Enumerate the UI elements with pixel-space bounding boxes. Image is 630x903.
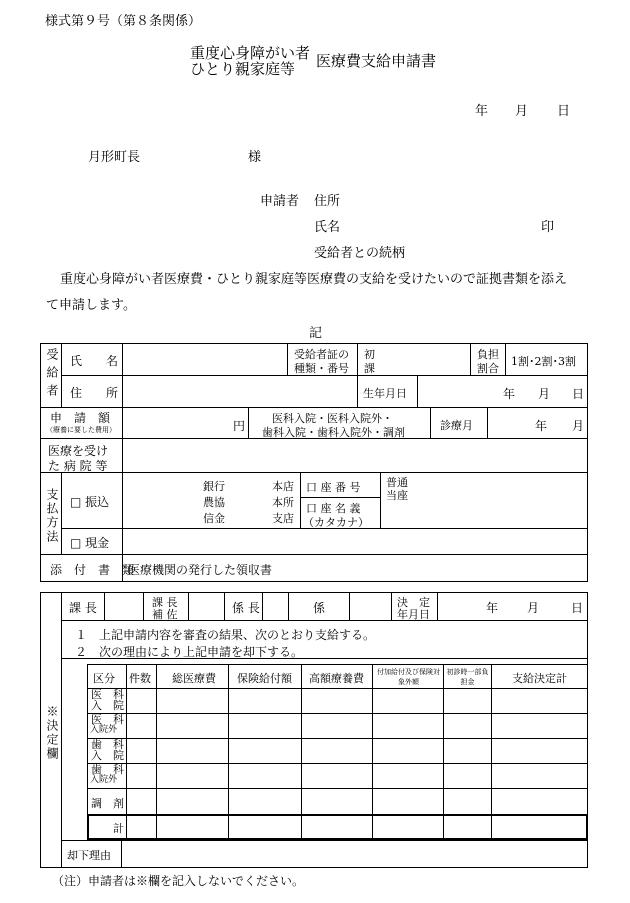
attach-label: 添 付 書 類 xyxy=(50,563,135,577)
row-shika-nyuin-a: 歯 科 xyxy=(91,738,124,751)
birth-year: 年 xyxy=(503,387,516,401)
name-label: 氏 名 xyxy=(70,354,119,368)
header-high-cost: 高額療養費 xyxy=(309,672,364,685)
claim-year: 年 xyxy=(535,419,548,433)
burden-label-1: 負担 xyxy=(477,348,499,361)
attach-value: 医療機関の発行した領収書 xyxy=(128,563,273,577)
row-ika-gai-a: 医 科 xyxy=(91,713,124,726)
account-name-label-1: 口 座 名 義 xyxy=(306,502,361,515)
type-line1: 医科入院・医科入院外・ xyxy=(272,412,393,425)
main-office-label: 本所 xyxy=(272,496,294,509)
row-total: 計 xyxy=(113,822,124,835)
kettei-label-1: 決 定 xyxy=(397,596,430,609)
agri-label: 農協 xyxy=(203,496,225,509)
addressee-name: 月形町長 xyxy=(88,150,141,165)
head-office-label: 本店 xyxy=(272,480,294,493)
account-name-label-2: （カタカナ） xyxy=(303,516,369,529)
decision-label: ※決定欄 xyxy=(45,705,59,761)
credit-label: 信金 xyxy=(203,512,225,525)
cert-label-1: 受給者証の xyxy=(294,348,349,361)
birth-day: 日 xyxy=(572,387,585,401)
hatsu-label: 初 xyxy=(364,348,375,361)
address-label: 住 所 xyxy=(70,386,119,400)
date-month: 月 xyxy=(515,104,529,119)
claim-note: （療養に要した費用） xyxy=(46,426,116,434)
hospital-label-1: 医療を受け xyxy=(48,444,109,458)
header-total-medical: 総医療費 xyxy=(172,672,216,685)
ki-mark: 記 xyxy=(309,326,323,341)
burden-value: 1割･2割･3割 xyxy=(511,355,576,368)
payment-label: 支払方法 xyxy=(45,488,59,544)
kakaricho-label: 係 長 xyxy=(232,601,260,615)
kettei-year: 年 xyxy=(486,601,499,615)
row-ika-gai-b: 入院外 xyxy=(90,725,118,735)
row-shika-nyuin-b: 入 院 xyxy=(91,749,124,762)
date-day: 日 xyxy=(557,104,571,119)
ka-label: 課 xyxy=(364,362,375,375)
recipient-label: 受給者 xyxy=(45,348,59,402)
claim-month: 月 xyxy=(572,419,585,433)
footnote: （注）申請者は※欄を記入しないでください。 xyxy=(52,874,305,888)
row-shika-gai-b: 入院外 xyxy=(90,775,118,785)
form-number: 様式第９号（第８条関係） xyxy=(45,14,202,29)
row-chozai: 調 剤 xyxy=(91,797,124,810)
applicant-address: 住所 xyxy=(314,194,341,209)
row-ika-nyuin-a: 医 科 xyxy=(91,688,124,701)
seal-mark: 印 xyxy=(541,220,555,235)
kacho-ho-label-2: 補 佐 xyxy=(152,608,178,621)
bank-label: 銀行 xyxy=(203,480,225,493)
kacho-ho-label-1: 課 長 xyxy=(152,596,178,609)
title-line1: 重度心身障がい者 xyxy=(190,44,311,62)
title-suffix: 医療費支給申請書 xyxy=(316,52,437,70)
decision-reason-2: ２ 次の理由により上記申請を却下する。 xyxy=(75,645,304,659)
reject-label: 却下理由 xyxy=(67,849,111,862)
kettei-label-2: 年月日 xyxy=(397,608,430,621)
hospital-label-2: た 病 院 等 xyxy=(48,459,108,473)
transfer-option[interactable]: □ 振込 xyxy=(70,495,110,509)
cash-option[interactable]: □ 現金 xyxy=(70,536,110,550)
kettei-month: 月 xyxy=(527,601,540,615)
body-text-line1: 重度心身障がい者医療費・ひとり親家庭等医療費の支給を受けたいので証拠書類を添え xyxy=(60,272,568,287)
header-category: 区分 xyxy=(93,672,115,685)
touza-label: 当座 xyxy=(386,489,408,502)
body-text-line2: て申請します。 xyxy=(46,298,136,313)
title-line2: ひとり親家庭等 xyxy=(190,60,296,78)
date-year: 年 xyxy=(475,104,489,119)
birth-label: 生年月日 xyxy=(363,387,407,400)
applicant-name: 氏名 xyxy=(314,220,341,235)
applicant-label: 申請者 xyxy=(260,194,300,209)
header-insurance-benefit: 保険給付額 xyxy=(237,672,292,685)
header-additional-benefit: 付加給付及び保険対象外額 xyxy=(377,668,440,686)
header-payment-total: 支給決定計 xyxy=(512,672,567,685)
addressee-honorific: 様 xyxy=(248,150,262,165)
type-line2: 歯科入院・歯科入院外・調剤 xyxy=(262,426,405,439)
decision-reason-1: １ 上記申請内容を審査の結果、次のとおり支給する。 xyxy=(75,628,376,642)
claim-label: 申 請 額 xyxy=(50,411,111,425)
row-ika-nyuin-b: 入 院 xyxy=(91,699,124,712)
yen-label: 円 xyxy=(233,419,246,433)
cert-label-2: 種類・番号 xyxy=(294,362,349,375)
header-initial-burden: 初診時一部負担金 xyxy=(446,668,489,686)
month-label: 診療月 xyxy=(440,419,473,432)
row-shika-gai-a: 歯 科 xyxy=(91,763,124,776)
kettei-day: 日 xyxy=(571,601,584,615)
kacho-label: 課 長 xyxy=(69,601,97,615)
kakari-label: 係 xyxy=(313,601,326,615)
header-count: 件数 xyxy=(129,672,151,685)
futsuu-label: 普通 xyxy=(386,476,408,489)
burden-label-2: 割合 xyxy=(477,362,499,375)
branch-label: 支店 xyxy=(272,512,294,525)
account-number-label: 口 座 番 号 xyxy=(306,481,361,494)
birth-month: 月 xyxy=(538,387,551,401)
applicant-relation: 受給者との続柄 xyxy=(314,246,406,261)
